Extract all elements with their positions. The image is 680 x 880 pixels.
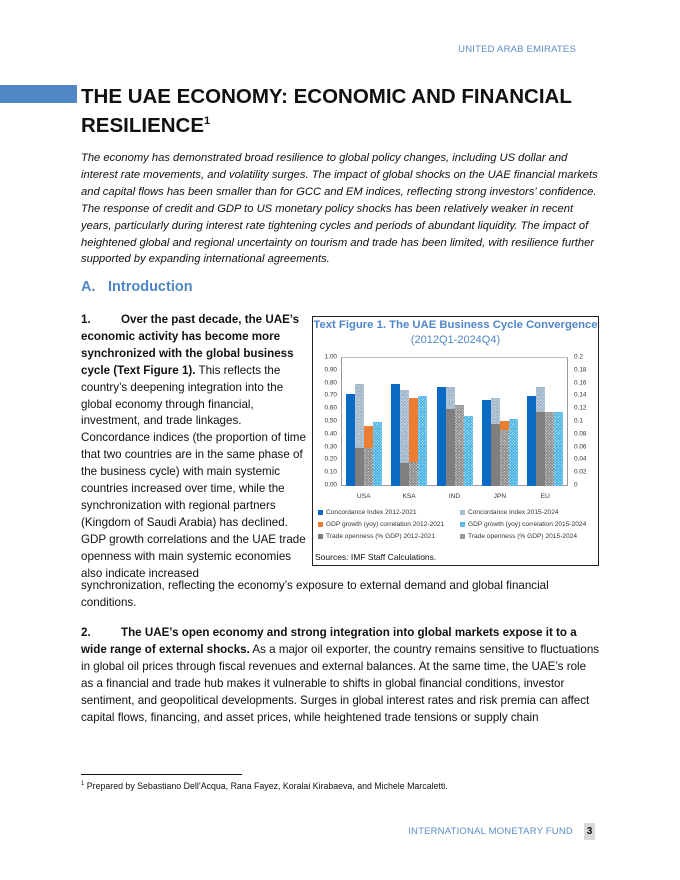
paragraph-lead: The UAE’s open economy and strong integration into global markets expose it to a wide range of external shocks. [81,626,577,656]
paragraph-number: 1. [81,313,91,326]
legend-swatch-icon [460,534,465,539]
paragraph-1 [81,312,306,583]
y-axis-left-tick: 0.30 [324,443,337,451]
chart-bar [482,400,491,486]
legend-label: Concordance Index 2012-2021 [326,509,417,516]
chart-bar [527,396,536,486]
footnote-marker: 1 [81,781,85,788]
x-axis-label: KSA [402,493,416,500]
paragraph-2 [81,625,601,726]
chart-bar [409,462,418,486]
footnote-divider [81,774,242,775]
chart-bar [554,412,563,486]
x-axis-label: USA [356,493,371,500]
y-axis-left-tick: 0.50 [324,417,337,425]
legend-label: Trade openness (% GDP) 2012-2021 [326,533,435,540]
y-axis-left-tick: 0.80 [324,379,337,387]
legend-item [460,521,598,528]
legend-swatch-icon [318,510,323,515]
chart-bar [545,412,554,486]
y-axis-right-tick: 0.02 [574,468,587,476]
y-axis-left-tick: 0.00 [324,481,337,489]
figure-subtitle: (2012Q1-2024Q4) [410,334,501,346]
legend-swatch-icon [318,522,323,527]
y-axis-left-tick: 0.10 [324,468,337,476]
paragraph-number: 2. [81,626,91,639]
footnote-text: Prepared by Sebastiano Dell’Acqua, Rana Fayez, Koralai Kirabaeva, and Michele Marcaletti. [86,781,448,791]
footer-organization: INTERNATIONAL MONETARY FUND [408,826,573,837]
y-axis-right-tick: 0.16 [574,379,587,387]
y-axis-left-tick: 1.00 [324,353,337,361]
chart-bar [346,394,355,486]
y-axis-right-tick: 0.1 [574,417,583,425]
title-footnote-marker[interactable]: 1 [204,115,211,128]
y-axis-right-tick: 0.08 [574,430,587,438]
legend-label: GDP growth (yoy) correlation 2012-2021 [326,521,445,528]
x-axis-label: JPN [493,493,507,500]
y-axis-right-tick: 0 [574,481,578,489]
x-axis-label: IND [448,493,461,500]
legend-label: Trade openness (% GDP) 2015-2024 [468,533,577,540]
chart-bar [400,463,409,486]
legend-item [318,521,460,528]
chart-bar [355,448,364,486]
chart-bar [373,422,382,486]
y-axis-right-tick: 0.04 [574,455,587,463]
y-axis-right-tick: 0.2 [574,353,583,361]
chart-bar [500,430,509,486]
y-axis-left-tick: 0.60 [324,404,337,412]
paragraph-lead: Over the past decade, the UAE’s economic activity has become more synchronized with the global business cycle (Text Figure 1). [81,313,300,377]
legend-swatch-icon [318,534,323,539]
figure-title: Text Figure 1. The UAE Business Cycle Convergence [313,319,598,331]
legend-item [318,533,460,540]
legend-swatch-icon [460,510,465,515]
x-axis-label: EU [540,493,550,500]
running-head: UNITED ARAB EMIRATES [458,44,576,55]
legend-item [318,509,460,516]
legend-item [460,509,598,516]
legend-label: GDP growth (yoy) correlation 2015-2024 [468,521,587,528]
section-letter: A. [81,279,96,295]
footnote [81,781,448,791]
section-title: Introduction [108,279,193,295]
y-axis-left-tick: 0.70 [324,391,337,399]
chart-bar [391,384,400,486]
figure-source: Sources: IMF Staff Calculations. [315,552,437,562]
page-number: 3 [584,823,595,840]
chart-bar [418,396,427,486]
chart-bar [446,409,455,486]
page-title-text: THE UAE ECONOMY: ECONOMIC AND FINANCIAL RESILIENCE [81,85,572,137]
y-axis-right-tick: 0.18 [574,366,587,374]
title-accent-bar [0,85,77,103]
text-figure-1 [312,316,599,566]
chart-bar [455,405,464,486]
abstract: The economy has demonstrated broad resilience to global policy changes, including US dollar and interest rate movements, and volatility surges. The impact of global shocks on the UAE financial markets and capital flows has been smaller than for GCC and EM indices, reflecting strong investors’ confidence. The response of credit and GDP to US monetary policy shocks has been relatively weaker in recent years, particularly during interest rate tightening cycles and periods of abundant liquidity. The impact of heightened global and regional uncertainty on tourism and trade has been limited, with resilience further supported by expanding international agreements. [81,152,598,266]
paragraph-1-continued: synchronization, reflecting the economy’s exposure to external demand and global financial conditions. [81,579,549,609]
legend-item [460,533,598,540]
y-axis-right-tick: 0.06 [574,443,587,451]
paragraph-body: This reflects the country’s deepening integration into the global economy through financial, investment, and trade linkages. Concordance indices (the proportion of time that two countries are in the same phase of the business cycle) with main systemic countries increased over time, while the synchronization with regional partners (Kingdom of Saudi Arabia) has declined. GDP growth correlations and the UAE trade openness with main systemic economies also indicate increased [81,363,306,580]
legend-swatch-icon [460,522,465,527]
chart-bar [509,419,518,486]
chart-bar [491,424,500,486]
y-axis-left-tick: 0.40 [324,430,337,438]
y-axis-right-tick: 0.12 [574,404,587,412]
page-title [81,82,601,140]
chart-plot-area [324,353,587,500]
legend-label: Concordance Index 2015-2024 [468,509,559,516]
y-axis-left-tick: 0.20 [324,455,337,463]
y-axis-left-tick: 0.90 [324,366,337,374]
chart-bar [464,416,473,486]
section-heading [81,279,193,295]
chart-bar [364,448,373,486]
chart-bar [536,412,545,486]
chart-bar [437,387,446,486]
paragraph-body: As a major oil exporter, the country remains sensitive to fluctuations in global oil prices through fiscal revenues and external balances. At the same time, the UAE’s role as a financial and trade hub makes it vulnerable to shifts in global financial conditions, investor sentiment, and geopolitical developments. Surges in global interest rates and risk premia can affect capital flows, financing, and asset prices, while heightened trade tensions or supply chain [81,642,600,724]
chart-legend [318,509,598,540]
y-axis-right-tick: 0.14 [574,391,587,399]
